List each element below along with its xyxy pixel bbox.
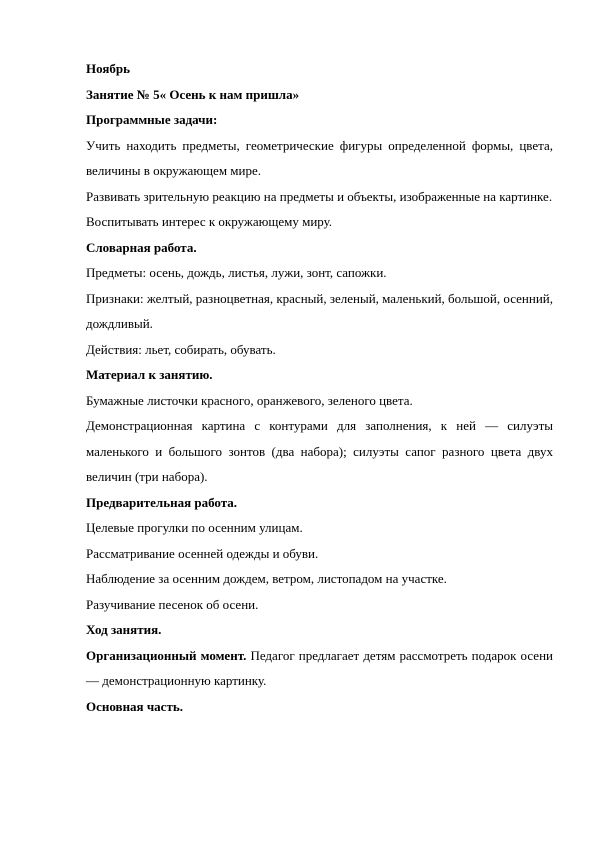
lesson-title: Занятие № 5« Осень к нам пришла»	[86, 86, 300, 102]
tasks-heading: Программные задачи:	[86, 112, 218, 127]
main-part-heading: Основная часть.	[86, 698, 183, 714]
material-paragraph: Демонстрационная картина с контурами для заполнения, к ней — силуэты маленького и большого зонтов (два набора); силуэты сапог разного цвета двух величин (три набора).	[86, 418, 553, 484]
course-heading: Ход занятия.	[86, 622, 162, 637]
prep-paragraph: Рассматривание осенней одежды и обуви.	[86, 545, 319, 561]
vocab-attributes: Признаки: желтый, разноцветная, красный, зеленый, маленький, большой, осенний, дождливый.	[86, 290, 553, 331]
task-paragraph: Развивать зрительную реакцию на предметы и объекты, изображенные на картинке.	[86, 188, 553, 204]
prep-paragraph: Целевые прогулки по осенним улицам.	[86, 520, 303, 535]
vocab-actions: Действия: льет, собирать, обувать.	[86, 341, 276, 357]
org-moment-text: Педагог предлагает детям рассмотреть подарок осени — демонстрационную картинку.	[86, 647, 553, 688]
document-content	[86, 56, 553, 719]
org-moment-paragraph	[86, 643, 553, 694]
prep-paragraph: Разучивание песенок об осени.	[86, 596, 259, 612]
org-moment-label: Организационный момент.	[86, 647, 247, 663]
month-heading: Ноябрь	[86, 61, 131, 76]
prep-paragraph: Наблюдение за осенним дождем, ветром, листопадом на участке.	[86, 571, 447, 586]
material-heading: Материал к занятию.	[86, 367, 213, 382]
vocab-objects: Предметы: осень, дождь, листья, лужи, зонт, сапожки.	[86, 265, 387, 280]
material-paragraph: Бумажные листочки красного, оранжевого, зеленого цвета.	[86, 392, 413, 408]
prep-heading: Предварительная работа.	[86, 494, 238, 510]
task-paragraph: Учить находить предметы, геометрические фигуры определенной формы, цвета, величины в окружающем мире.	[86, 137, 553, 178]
task-paragraph: Воспитывать интерес к окружающему миру.	[86, 214, 333, 229]
vocab-heading: Словарная работа.	[86, 239, 197, 255]
